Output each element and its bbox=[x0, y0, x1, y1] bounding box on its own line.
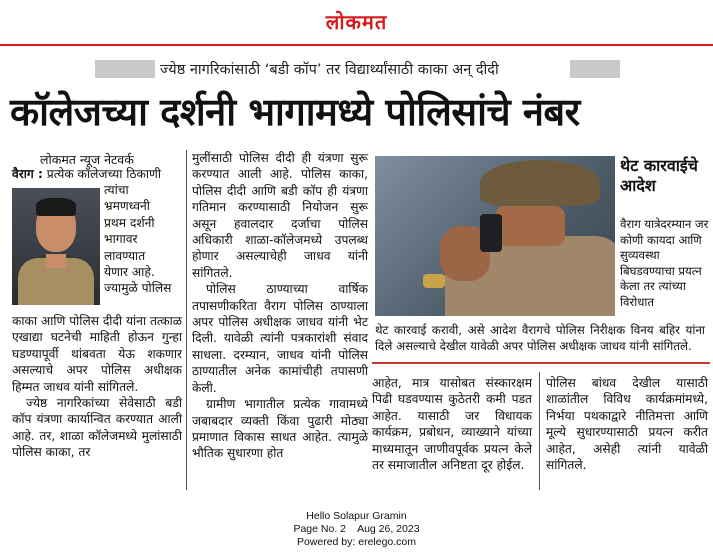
wrap-line: भागावर bbox=[104, 232, 138, 247]
column-rule bbox=[186, 150, 187, 490]
page-footer bbox=[0, 510, 713, 549]
wrap-line: लावण्यात bbox=[104, 248, 146, 263]
byline: लोकमत न्यूज नेटवर्क bbox=[40, 152, 134, 167]
article-paragraph: काका आणि पोलिस दीदी यांना तत्काळ एखाद्या घटनेची माहिती होऊन गुन्हा घडण्यापूर्वी थांबवता येऊ शकणार असल्याचे अपर पोलिस अधीक्षक हिम्मत जाधव यांनी सांगितले. bbox=[12, 314, 182, 394]
masthead-logo: लोकमत bbox=[325, 10, 388, 34]
column-rule bbox=[539, 372, 540, 490]
headline: कॉलेजच्या दर्शनी भागामध्ये पोलिसांचे नंबर bbox=[10, 90, 580, 134]
article-paragraph: पोलिस बांधव देखील यासाठी शाळांतील विविध कार्यक्रमांमध्ये, निर्भया पथकाद्वारे नीतिमत्ता आणि मूल्ये सुधारण्यासाठी प्रयत्न करीत आहेत, असेही त्यांनी यावेळी सांगितले. bbox=[546, 376, 708, 473]
officer-portrait-photo bbox=[12, 188, 100, 305]
sidebar-heading: थेट कारवाईचे आदेश bbox=[620, 156, 698, 195]
kicker-strap: ज्येष्ठ नागरिकांसाठी ‘बडी कॉप’ तर विद्यार्थ्यांसाठी काका अन् दीदी bbox=[160, 62, 499, 78]
article-paragraph: ज्येष्ठ नागरिकांच्या सेवेसाठी बडी कॉप यंत्रणा कार्यान्वित करण्यात आली आहे. तर, शाळा कॉलेजमध्ये मुलांसाठी पोलिस काका, तर bbox=[12, 396, 182, 460]
kicker-bar-right bbox=[570, 60, 620, 78]
article-paragraph: मुलींसाठी पोलिस दीदी ही यंत्रणा सुरू करण्यात आली आहे. पोलिस काका, पोलिस दीदी आणि बडी कॉप ही यंत्रणा गतिमान करण्यासाठी नियोजन सुरू असून हवालदार दर्जाचा पोलिस अधिकारी शाळा-कॉलेजमध्ये उपलब्ध होणार असल्याचेही जाधव यांनी सांगितले. bbox=[192, 151, 368, 280]
masthead-rule bbox=[0, 44, 713, 46]
photo-caption: थेट कारवाई करावी, असे आदेश वैरागचे पोलिस निरीक्षक विनय बहिर यांना दिले असल्याचे देखील यावेळी अपर पोलिस अधीक्षक जाधव यांनी सांगितले. bbox=[375, 323, 705, 353]
dateline-place: वैराग : bbox=[12, 167, 43, 181]
footer-powered-by: Powered by: erelego.com bbox=[296, 536, 417, 548]
article-paragraph: पोलिस ठाण्याच्या वार्षिक तपासणीकरिता वैराग पोलिस ठाण्याला अपर पोलिस अधीक्षक जाधव यांनी भेट दिली. यावेळी त्यांनी पत्रकारांशी संवाद साधला. दरम्यान, जाधव यांनी पोलिस ठाण्यातील अनेक कामांचीही तपासणी केली. bbox=[192, 282, 368, 395]
section-divider bbox=[372, 362, 710, 364]
sidebar-body: वैराग यात्रेदरम्यान जर कोणी कायदा आणि सुव्यवस्था बिघडवण्याचा प्रयत्न केला तर त्यांच्या विरोधात bbox=[620, 217, 709, 309]
wrap-line: येणार आहे. bbox=[104, 265, 155, 280]
footer-publication: Hello Solapur Gramin bbox=[306, 510, 407, 522]
article-paragraph: ग्रामीण भागातील प्रत्येक गावामध्ये जबाबदार व्यक्ती किंवा पुढारी मोठ्या प्रमाणात विकास साधत आहेत. त्यामुळे भौतिक सुधारणा होत bbox=[192, 397, 368, 461]
lead-text: प्रत्येक कॉलेजच्या ठिकाणी bbox=[46, 167, 162, 181]
wrap-line: त्यांचा bbox=[104, 183, 129, 197]
wrap-line: ज्यामुळे पोलिस bbox=[104, 281, 172, 296]
kicker-bar-left bbox=[95, 60, 155, 78]
footer-page-date: Page No. 2 Aug 26, 2023 bbox=[293, 523, 420, 535]
police-radio-photo bbox=[375, 156, 615, 316]
wrap-line: प्रथम दर्शनी bbox=[104, 215, 155, 230]
wrap-line: भ्रमणध्वनी bbox=[104, 199, 150, 214]
article-paragraph: आहेत, मात्र यासोबत संस्कारक्षम पिढी घडवण्यास कुठेतरी कमी पडत आहेत. यासाठी जर विधायक कार्यक्रम, प्रबोधन, व्याख्याने यांच्या माध्यमातून जाणीवपूर्वक प्रयत्न केले तर समाजातील अनिष्टता दूर होईल. bbox=[372, 376, 532, 473]
